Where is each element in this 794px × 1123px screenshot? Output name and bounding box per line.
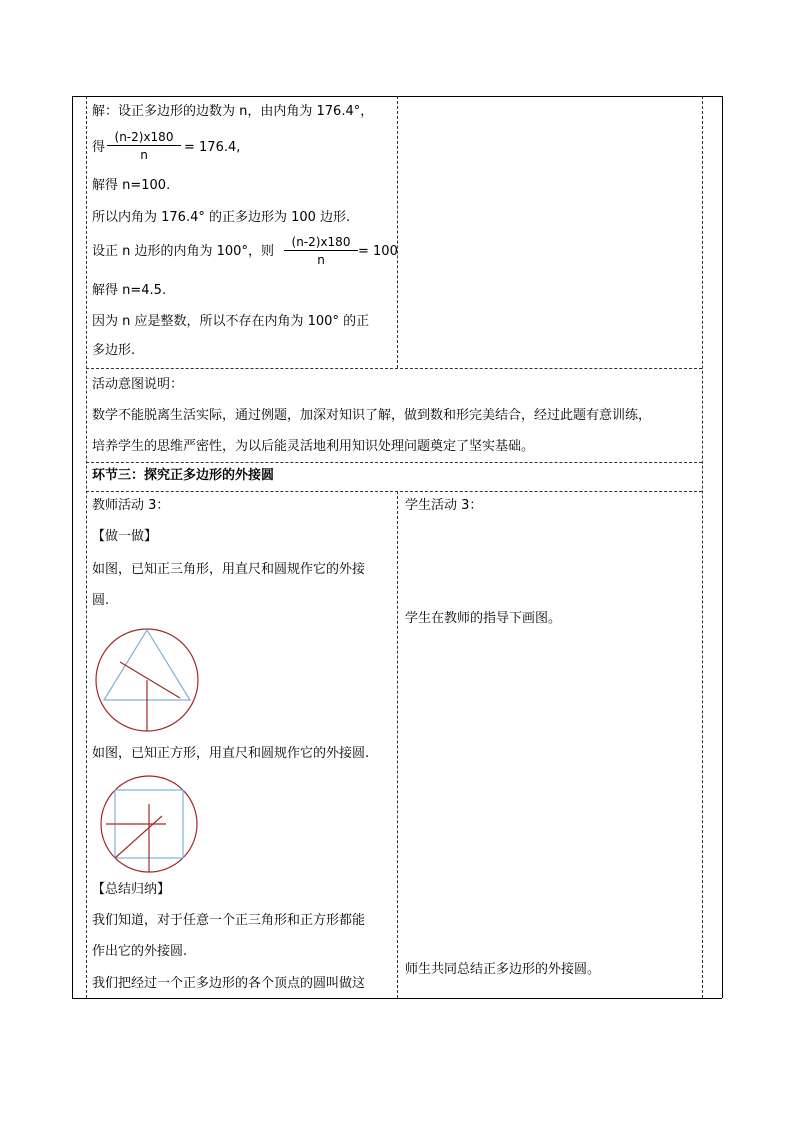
column-divider-top <box>397 96 398 368</box>
solution-line-2-suffix: = 176.4, <box>184 140 241 155</box>
student-title: 学生活动 3： <box>405 498 483 513</box>
solution-line-7: 因为 n 应是整数，所以不存在内角为 100° 的正 <box>92 314 370 329</box>
student-activity-1: 学生在教师的指导下画图。 <box>405 611 562 626</box>
table-right-border <box>722 96 723 998</box>
intent-line-1: 数学不能脱离生活实际，通过例题，加深对知识了解，做到数和形完美结合，经过此题有意训练， <box>92 408 652 423</box>
fraction-2-denominator: n <box>317 253 325 267</box>
fraction-2-numerator: (n-2)x180 <box>284 235 358 251</box>
row-divider-1 <box>86 368 702 369</box>
solution-line-5-prefix: 设正 n 边形的内角为 100°，则 <box>92 244 274 259</box>
summary-heading: 【总结归纳】 <box>92 882 171 897</box>
fraction-2 <box>284 235 358 267</box>
teacher-title: 教师活动 3： <box>92 498 170 513</box>
fraction-1-denominator: n <box>140 148 148 162</box>
solution-line-1: 解：设正多边形的边数为 n，由内角为 176.4°， <box>92 104 374 119</box>
teacher-para-1-line-1: 如图，已知正三角形，用直尺和圆规作它的外接 <box>92 562 366 577</box>
teacher-para-2: 如图，已知正方形，用直尺和圆规作它的外接圆. <box>92 746 370 761</box>
teacher-para-1-line-2: 圆. <box>92 593 110 608</box>
intent-title: 活动意图说明： <box>92 377 184 392</box>
triangle-bisector-line <box>120 662 180 698</box>
student-activity-2: 师生共同总结正多边形的外接圆。 <box>405 962 601 977</box>
column-divider-bottom <box>397 491 398 998</box>
table-bottom-border <box>72 998 722 999</box>
row-divider-2 <box>86 462 702 463</box>
teacher-para-3-line-1: 我们知道，对于任意一个正三角形和正方形都能 <box>92 913 366 928</box>
row-divider-3 <box>86 491 702 492</box>
solution-line-2-prefix: 得 <box>92 140 106 155</box>
solution-line-4: 所以内角为 176.4° 的正多边形为 100 边形. <box>92 210 351 225</box>
fraction-1 <box>107 130 181 162</box>
inscribed-triangle-figure <box>94 626 200 734</box>
inner-left-dash <box>86 96 87 998</box>
teacher-para-3-line-2: 作出它的外接圆. <box>92 944 188 959</box>
inner-right-dash <box>702 96 703 998</box>
section-3-title: 环节三：探究正多边形的外接圆 <box>92 468 275 483</box>
solution-line-3: 解得 n=100. <box>92 178 171 193</box>
square-diagonal-line <box>115 816 162 858</box>
teacher-para-4: 我们把经过一个正多边形的各个顶点的圆叫做这 <box>92 976 366 991</box>
solution-line-5-suffix: = 100 <box>358 244 398 259</box>
do-it-heading: 【做一做】 <box>92 529 158 544</box>
fraction-1-numerator: (n-2)x180 <box>107 130 181 146</box>
solution-line-6: 解得 n=4.5. <box>92 283 167 298</box>
intent-line-2: 培养学生的思维严密性，为以后能灵活地利用知识处理问题奠定了坚实基础。 <box>92 439 535 454</box>
solution-line-8: 多边形. <box>92 343 136 358</box>
table-left-border <box>72 96 73 998</box>
inscribed-square-figure <box>98 774 200 874</box>
